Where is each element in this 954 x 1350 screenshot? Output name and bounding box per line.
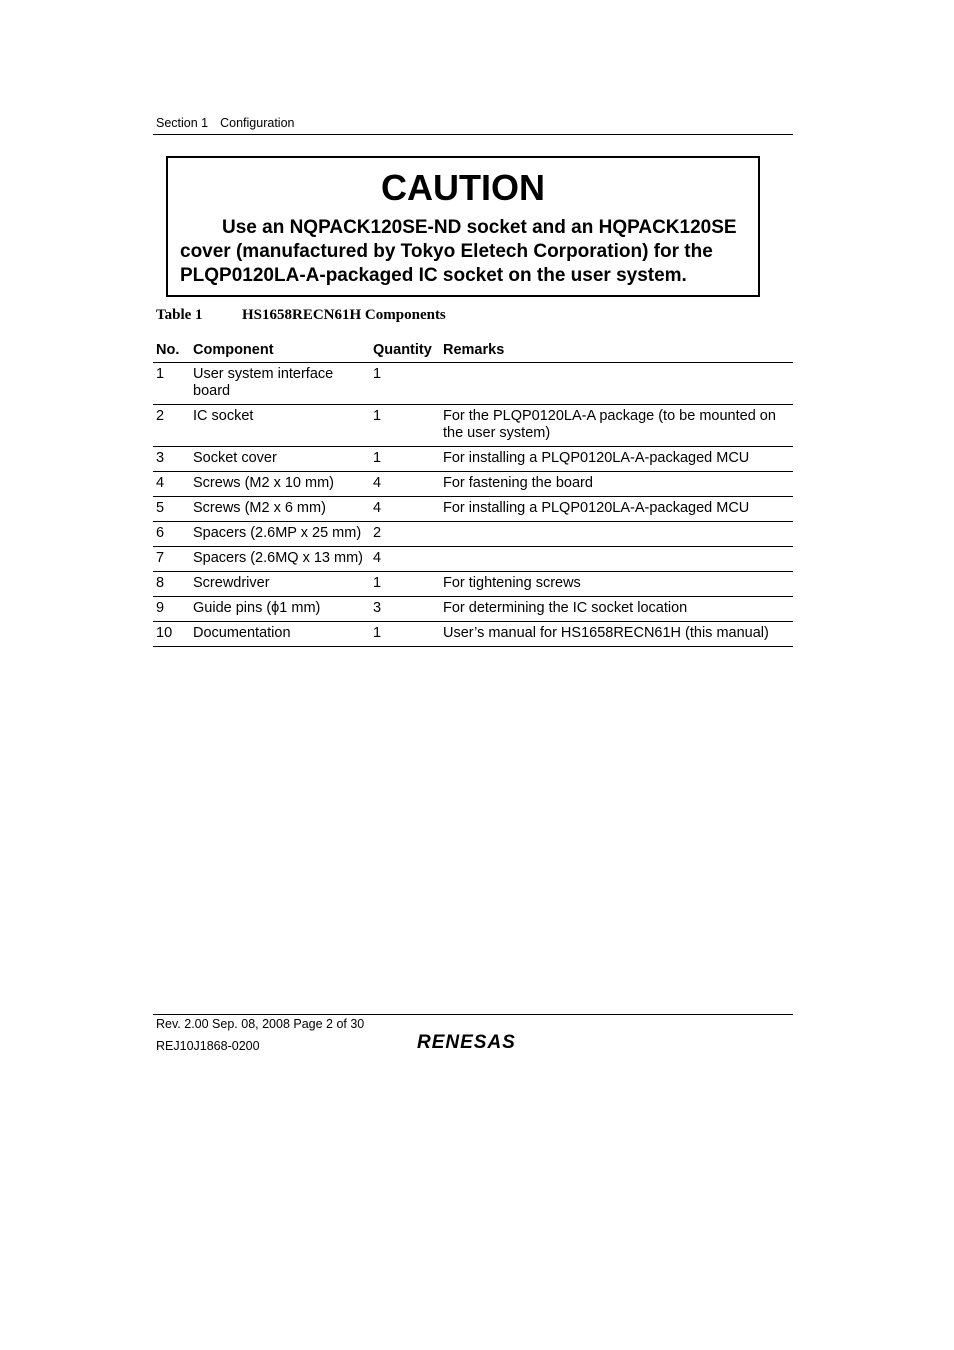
cell-quantity: 3 [370, 597, 440, 622]
cell-component: Screws (M2 x 10 mm) [190, 472, 370, 497]
cell-no: 1 [153, 363, 190, 405]
renesas-logo-icon [415, 1030, 535, 1052]
table-row [153, 497, 793, 522]
table-row [153, 597, 793, 622]
cell-quantity: 2 [370, 522, 440, 547]
cell-quantity: 1 [370, 363, 440, 405]
table-row [153, 405, 793, 447]
column-header-remarks: Remarks [440, 338, 793, 363]
table-row [153, 447, 793, 472]
section-number: Section 1 [156, 116, 209, 130]
cell-no: 2 [153, 405, 190, 447]
cell-remarks [440, 522, 793, 547]
cell-remarks [440, 363, 793, 405]
table-row [153, 547, 793, 572]
cell-remarks: User’s manual for HS1658RECN61H (this manual) [440, 622, 793, 647]
cell-component: Socket cover [190, 447, 370, 472]
running-header [156, 116, 294, 130]
caution-text: Use an NQPACK120SE-ND socket and an HQPACK120SE cover (manufactured by Tokyo Eletech Corporation) for the PLQP0120LA-A-packaged IC socket on the user system. [180, 217, 737, 286]
cell-component: IC socket [190, 405, 370, 447]
caution-box [166, 156, 760, 297]
footer-divider [153, 1014, 793, 1015]
footer-revision: Rev. 2.00 Sep. 08, 2008 Page 2 of 30 [156, 1017, 365, 1031]
table-header-row [153, 338, 793, 363]
components-table [153, 338, 793, 647]
caution-body [180, 216, 748, 288]
cell-no: 3 [153, 447, 190, 472]
cell-no: 4 [153, 472, 190, 497]
cell-quantity: 4 [370, 547, 440, 572]
footer-doc-number: REJ10J1868-0200 [156, 1039, 260, 1053]
column-header-component: Component [190, 338, 370, 363]
cell-no: 6 [153, 522, 190, 547]
cell-remarks [440, 547, 793, 572]
table-row [153, 363, 793, 405]
table-row [153, 622, 793, 647]
cell-component: Guide pins (ϕ1 mm) [190, 597, 370, 622]
cell-remarks: For installing a PLQP0120LA-A-packaged MCU [440, 447, 793, 472]
cell-component: Screwdriver [190, 572, 370, 597]
column-header-quantity: Quantity [370, 338, 440, 363]
cell-no: 10 [153, 622, 190, 647]
caution-title: CAUTION [381, 167, 545, 208]
column-header-no: No. [153, 338, 190, 363]
cell-quantity: 1 [370, 447, 440, 472]
cell-quantity: 1 [370, 572, 440, 597]
table-caption-label: Table 1 [156, 307, 203, 323]
logo-wordmark: RENESAS [417, 1032, 516, 1052]
cell-remarks: For installing a PLQP0120LA-A-packaged MCU [440, 497, 793, 522]
cell-quantity: 4 [370, 497, 440, 522]
cell-quantity: 1 [370, 405, 440, 447]
cell-component: Spacers (2.6MQ x 13 mm) [190, 547, 370, 572]
table-row [153, 572, 793, 597]
cell-component: Screws (M2 x 6 mm) [190, 497, 370, 522]
table-caption-title: HS1658RECN61H Components [242, 307, 446, 323]
cell-no: 9 [153, 597, 190, 622]
cell-quantity: 1 [370, 622, 440, 647]
cell-no: 5 [153, 497, 190, 522]
cell-no: 8 [153, 572, 190, 597]
cell-remarks: For fastening the board [440, 472, 793, 497]
cell-no: 7 [153, 547, 190, 572]
cell-remarks: For tightening screws [440, 572, 793, 597]
table-row [153, 522, 793, 547]
cell-quantity: 4 [370, 472, 440, 497]
cell-remarks: For determining the IC socket location [440, 597, 793, 622]
cell-component: Spacers (2.6MP x 25 mm) [190, 522, 370, 547]
header-divider [153, 134, 793, 135]
table-caption [156, 307, 446, 324]
table-row [153, 472, 793, 497]
cell-component: Documentation [190, 622, 370, 647]
cell-remarks: For the PLQP0120LA-A package (to be mounted on the user system) [440, 405, 793, 447]
section-title: Configuration [220, 116, 295, 130]
cell-component: User system interface board [190, 363, 370, 405]
